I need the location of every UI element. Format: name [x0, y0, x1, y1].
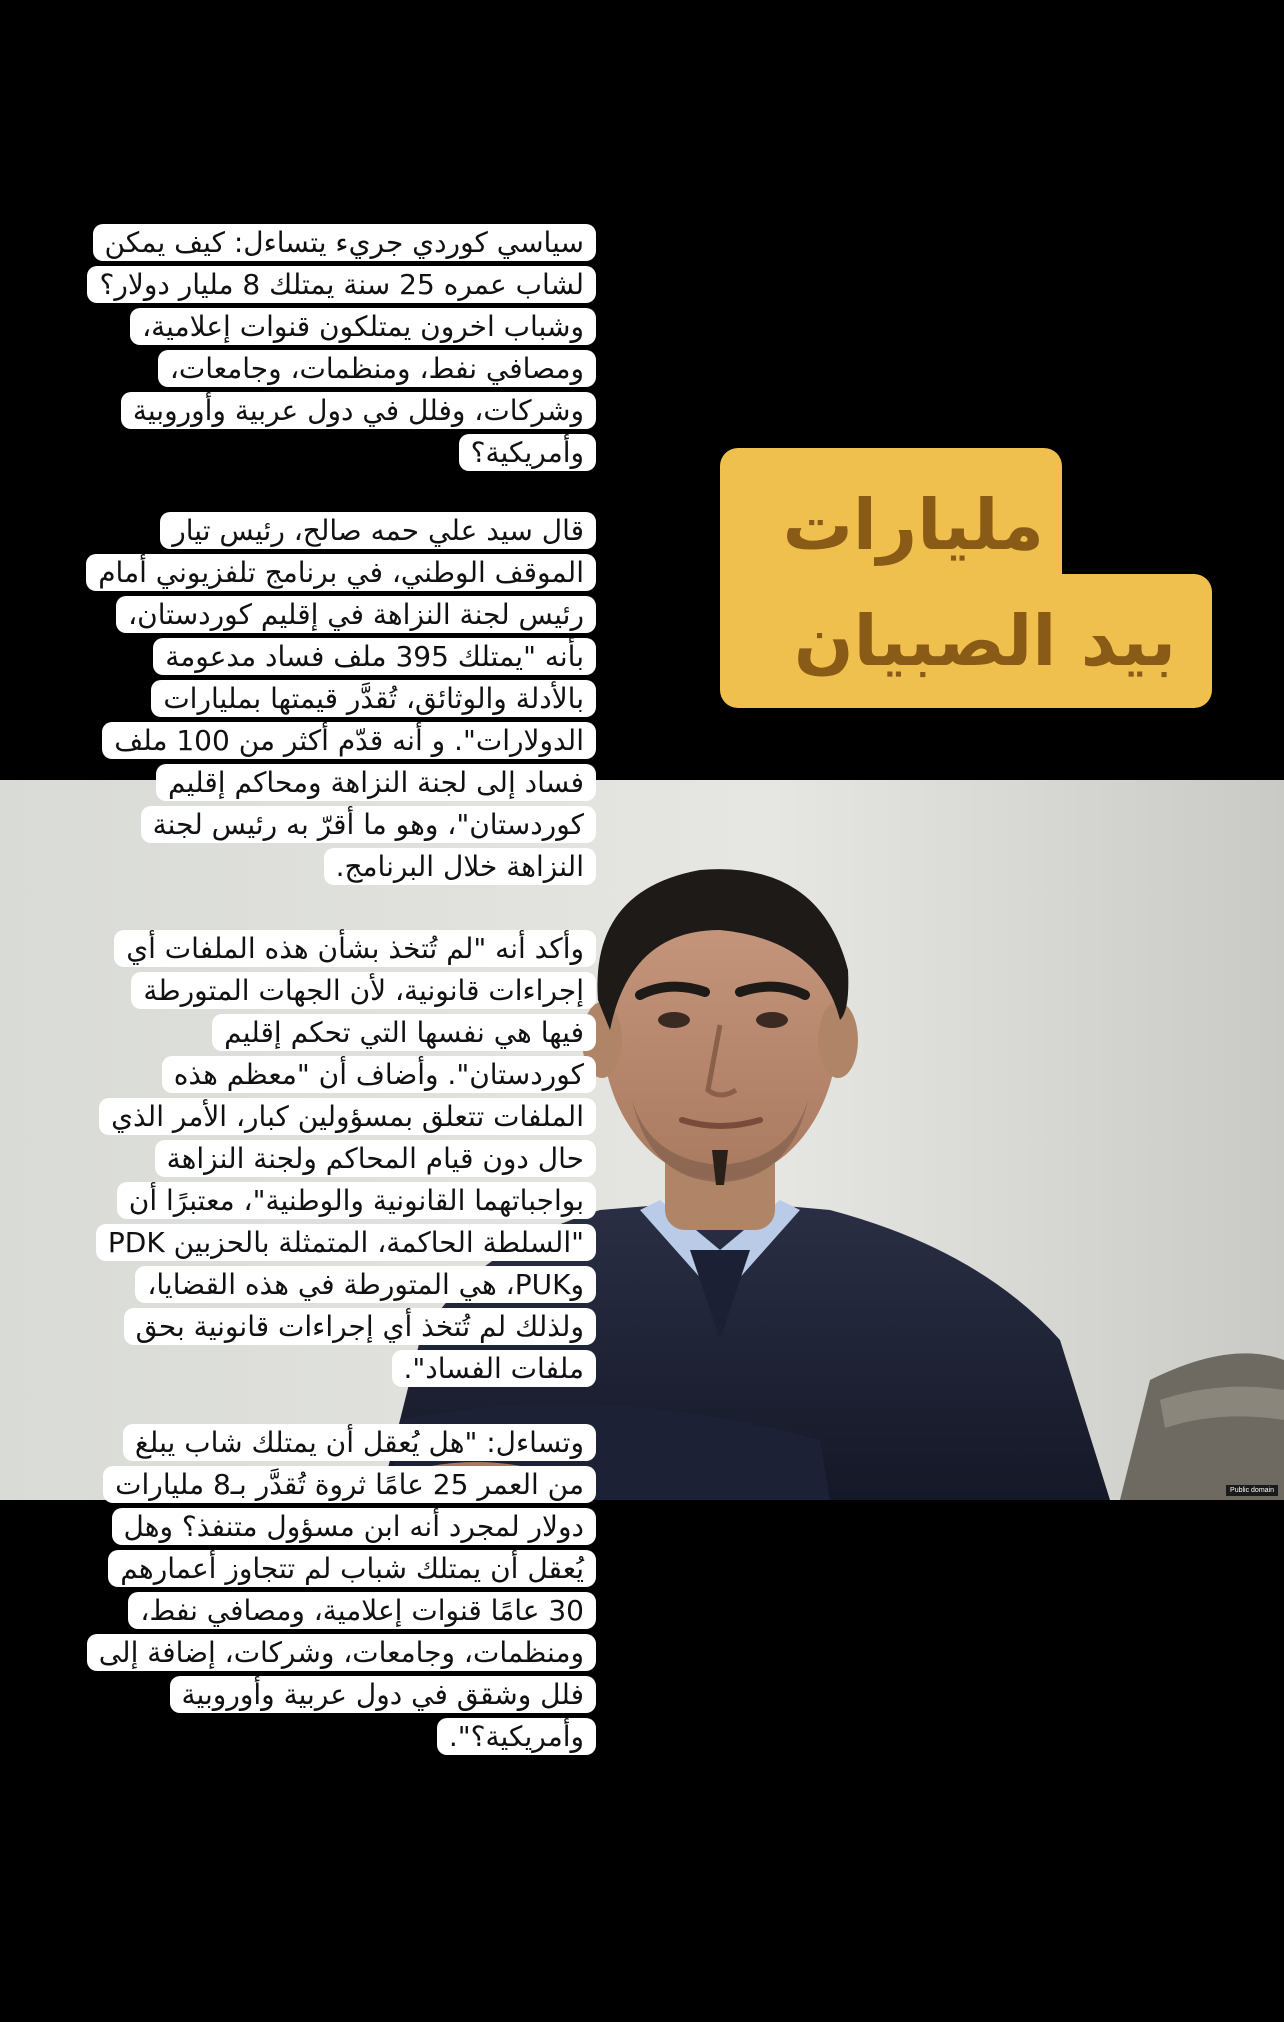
paragraph-2: قال سيد علي حمه صالح، رئيس تيار الموقف الوطني، في برنامج تلفزيوني أمام رئيس لجنة النزاهة في إقليم كوردستان، بأنه "يمتلك 395 ملف فساد مدعومة بالأدلة والوثائق، تُقدَّر قيمتها بمليارات الدولارات". و أنه قدّم أكثر من 100 ملف فساد إلى لجنة النزاهة ومحاكم إقليم كوردستان"، وهو ما أقرّ به رئيس لجنة النزاهة خلال البرنامج.	[86, 512, 596, 885]
paragraph-4: وتساءل: "هل يُعقل أن يمتلك شاب يبلغ من العمر 25 عامًا ثروة تُقدَّر بـ8 مليارات دولار لمجرد أنه ابن مسؤول متنفذ؟ وهل يُعقل أن يمتلك شباب لم تتجاوز أعمارهم 30 عامًا قنوات إعلامية، ومصافي نفط، ومنظمات، وجامعات، وشركات، إضافة إلى فلل وشقق في دول عربية وأوروبية وأمريكية؟".	[87, 1424, 596, 1755]
title-line-1: مليارات	[782, 484, 1044, 566]
title-line-2: بيد الصبيان	[793, 600, 1176, 682]
paragraph-1: سياسي كوردي جريء يتساءل: كيف يمكن لشاب عمره 25 سنة يمتلك 8 مليار دولار؟ وشباب اخرون يمتلكون قنوات إعلامية، ومصافي نفط، ومنظمات، وجامعات، وشركات، وفلل في دول عربية وأوروبية وأمريكية؟	[87, 224, 596, 471]
title-badge	[720, 448, 1212, 708]
paragraph-block-3	[96, 928, 596, 1390]
paragraph-block-2	[96, 510, 596, 888]
paragraph-3: وأكد أنه "لم تُتخذ بشأن هذه الملفات أي إجراءات قانونية، لأن الجهات المتورطة فيها هي نفسها التي تحكم إقليم كوردستان". وأضاف أن "معظم هذه الملفات تتعلق بمسؤولين كبار، الأمر الذي حال دون قيام المحاكم ولجنة النزاهة بواجباتهما القانونية والوطنية"، معتبرًا أن "السلطة الحاكمة، المتمثلة بالحزبين PDK وPUK، هي المتورطة في هذه القضايا، ولذلك لم تُتخذ أي إجراءات قانونية بحق ملفات الفساد".	[96, 930, 596, 1387]
photo-credit: Public domain	[1226, 1485, 1278, 1496]
paragraph-block-1	[96, 222, 596, 474]
paragraph-block-4	[96, 1422, 596, 1758]
